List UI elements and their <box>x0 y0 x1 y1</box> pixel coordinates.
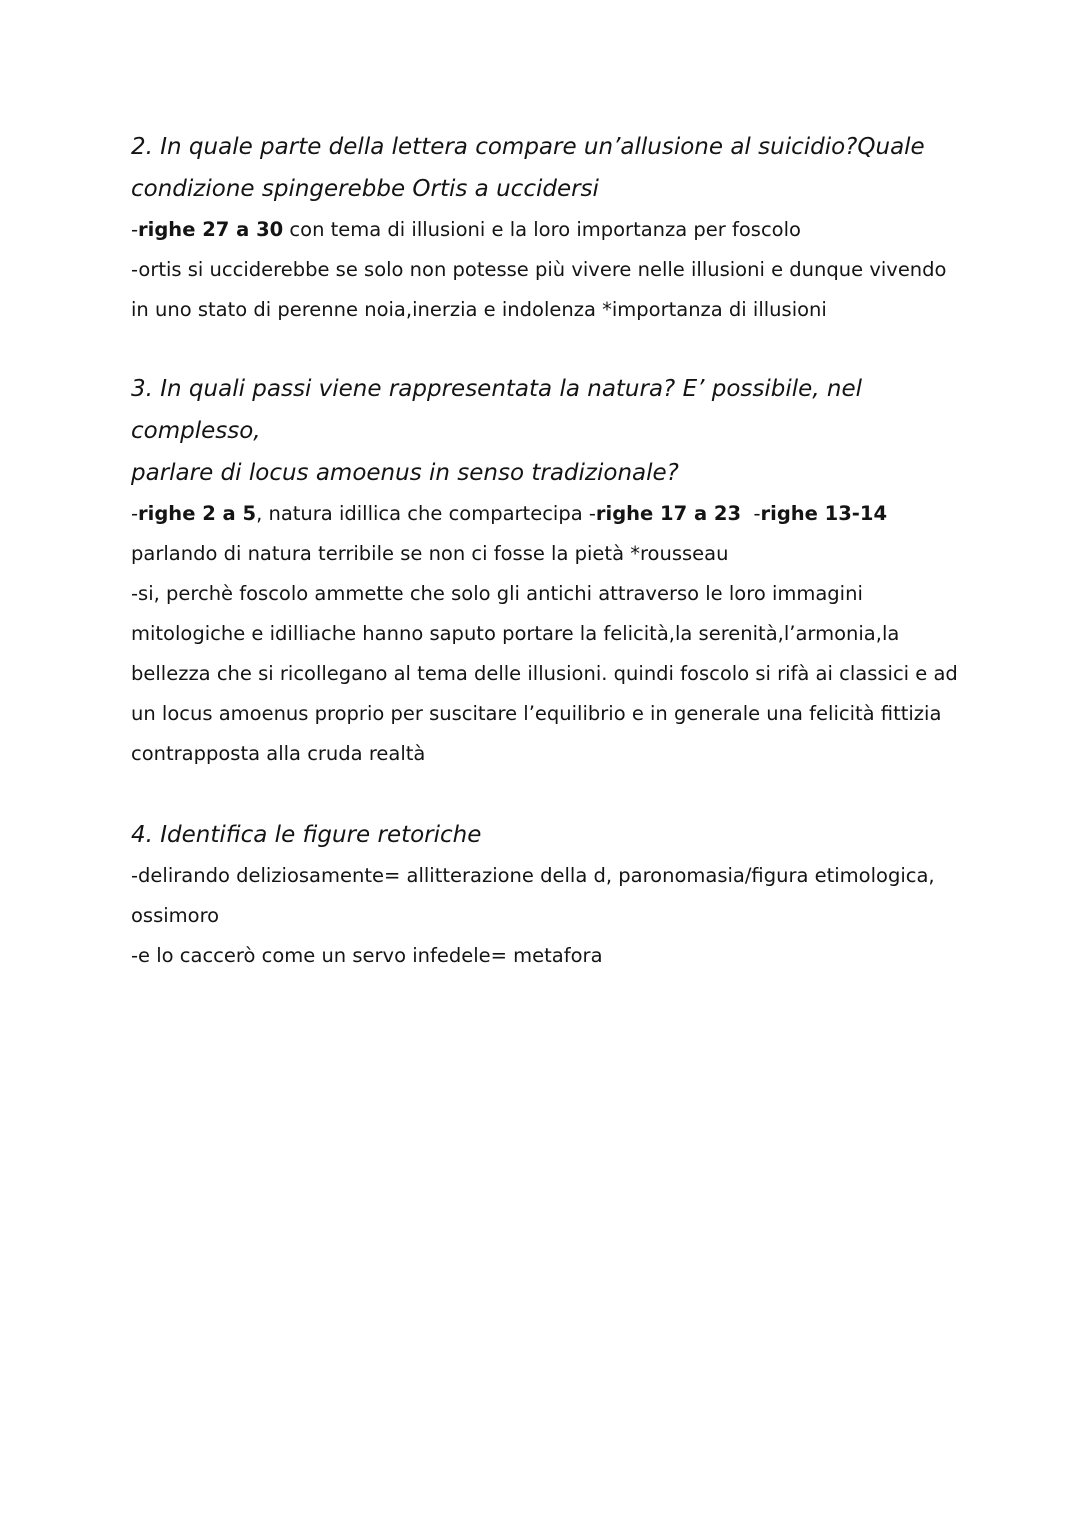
question-3-line-2: parlare di locus amoenus in senso tradizionale? <box>131 460 679 486</box>
answer-3b-line-5: contrapposta alla cruda realtà <box>131 742 426 765</box>
answer-3b-line-4: un locus amoenus proprio per suscitare l’equilibrio e in generale una felicità fittizia <box>131 702 942 725</box>
question-2-line-1: 2. In quale parte della lettera compare un’allusione al suicidio?Quale <box>131 134 925 160</box>
answer-2-bold-range: righe 27 a 30 <box>138 218 284 241</box>
section-question-2 <box>131 126 991 330</box>
answer-3-line-2: parlando di natura terribile se non ci fosse la pietà *rousseau <box>131 542 729 565</box>
answer-4-line-2: ossimoro <box>131 904 220 927</box>
answer-2-line-1 <box>131 210 991 250</box>
answer-3-bold-range-2: righe 17 a 23 <box>595 502 742 525</box>
answer-2b-line-1: -ortis si ucciderebbe se solo non potesse più vivere nelle illusioni e dunque vivendo <box>131 258 947 281</box>
spacer <box>131 330 991 368</box>
answer-2-dash: - <box>131 218 139 241</box>
answer-3b-line-3: bellezza che si ricollegano al tema delle illusioni. quindi foscolo si rifà ai classici e ad <box>131 662 958 685</box>
question-3-line-1: 3. In quali passi viene rappresentata la natura? E’ possibile, nel complesso, <box>131 376 863 444</box>
answer-3b-line-1: -si, perchè foscolo ammette che solo gli antichi attraverso le loro immagini <box>131 582 863 605</box>
document-content <box>131 126 991 976</box>
answer-2-text: con tema di illusioni e la loro importanza per foscolo <box>283 218 801 241</box>
answer-3-line-1 <box>131 494 991 534</box>
section-question-3 <box>131 368 991 774</box>
answer-2b-line-2: in uno stato di perenne noia,inerzia e indolenza *importanza di illusioni <box>131 298 827 321</box>
section-question-4 <box>131 814 991 976</box>
answer-3b-line-2: mitologiche e idilliache hanno saputo portare la felicità,la serenità,l’armonia,la <box>131 622 900 645</box>
answer-3-dash: - <box>131 502 139 525</box>
answer-3-bold-range-3: righe 13-14 <box>760 502 888 525</box>
answer-4b-line-1: -e lo caccerò come un servo infedele= metafora <box>131 944 603 967</box>
question-2-line-2: condizione spingerebbe Ortis a uccidersi <box>131 176 599 202</box>
answer-3-text-mid: , natura idillica che compartecipa - <box>256 502 596 525</box>
answer-4-line-1: -delirando deliziosamente= allitterazione della d, paronomasia/figura etimologica, <box>131 864 935 887</box>
answer-3-bold-range-1: righe 2 a 5 <box>138 502 257 525</box>
spacer <box>131 774 991 814</box>
question-4-line-1: 4. Identifica le figure retoriche <box>131 822 482 848</box>
answer-3-separator: - <box>741 502 761 525</box>
